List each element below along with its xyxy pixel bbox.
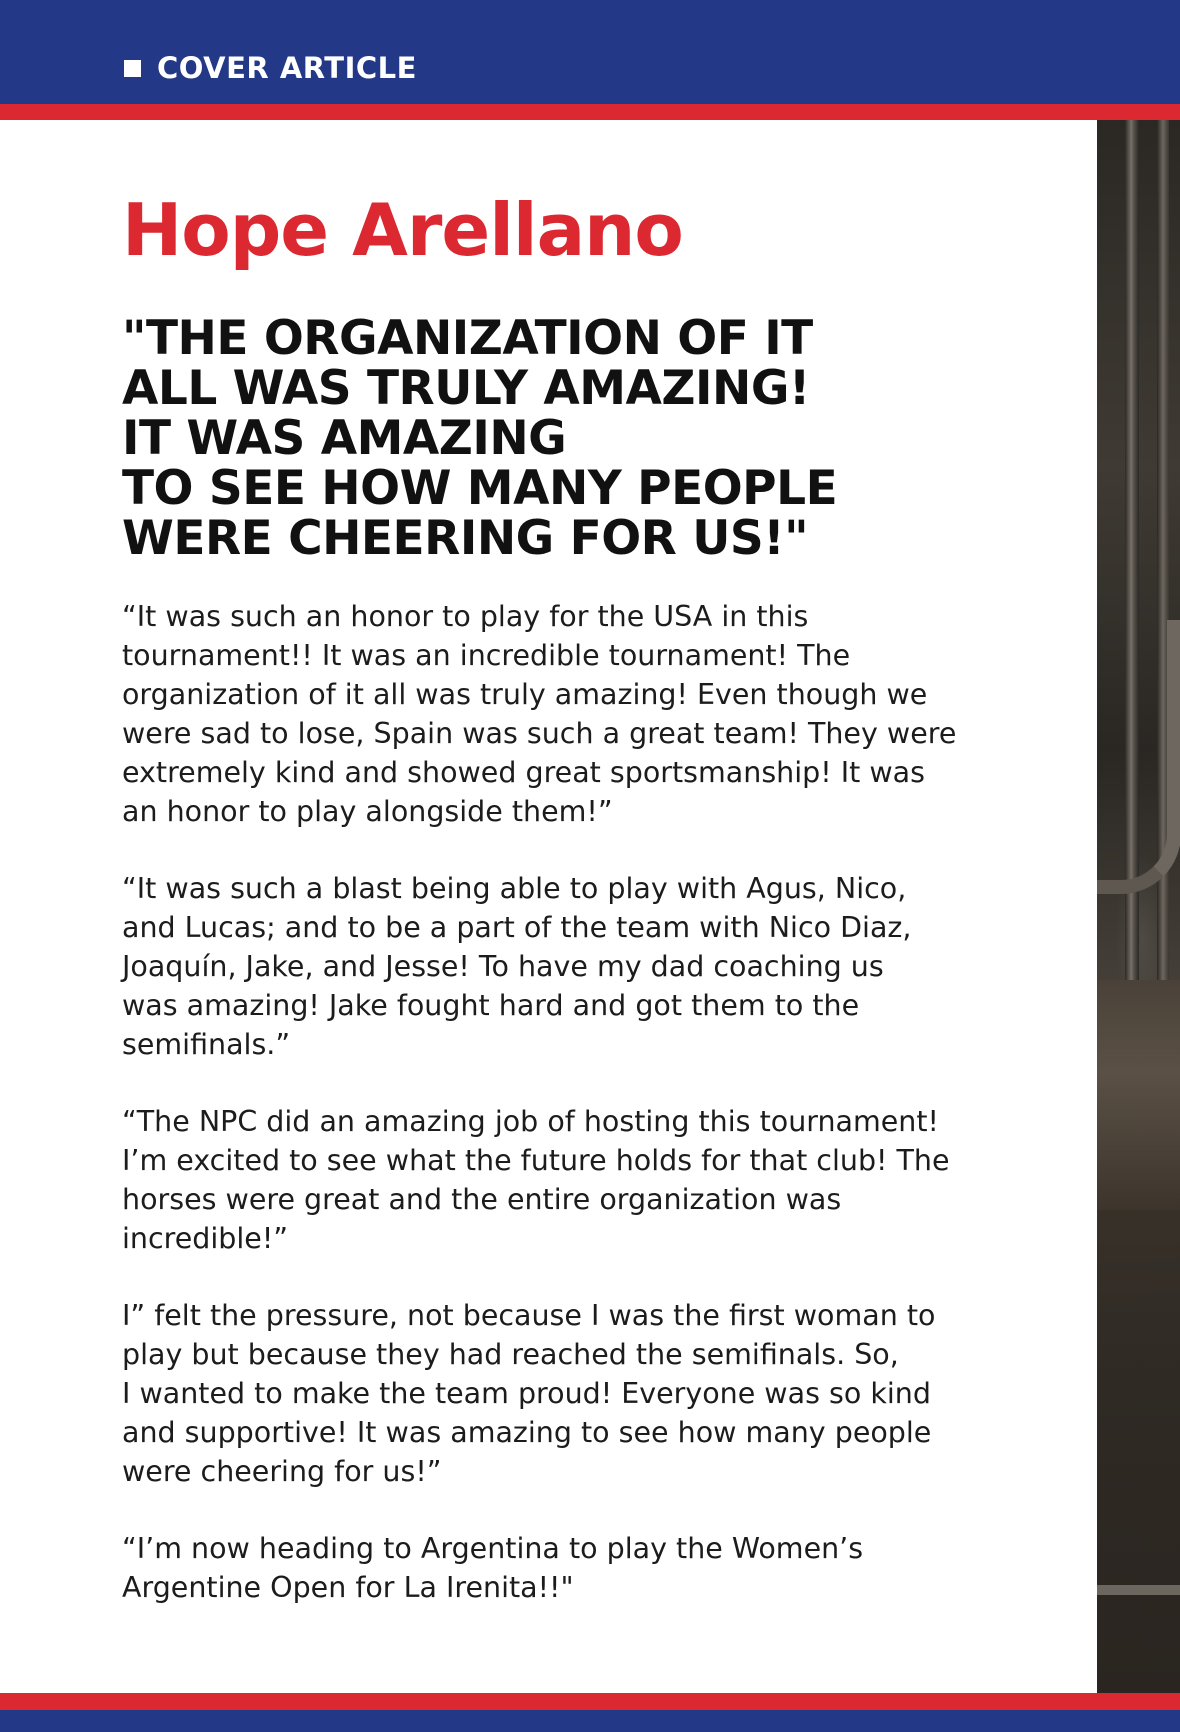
pull-quote-line: WERE CHEERING FOR US!" [122,511,809,566]
text-line: and Lucas; and to be a part of the team with Nico Diaz, [122,911,912,944]
text-line: were cheering for us!” [122,1455,442,1488]
text-line: “It was such a blast being able to play with Agus, Nico, [122,872,907,905]
text-line: horses were great and the entire organization was [122,1183,842,1216]
section-label-text: COVER ARTICLE [157,51,417,85]
text-line: Joaquín, Jake, and Jesse! To have my dad coaching us [122,950,884,983]
pull-quote [122,311,1082,566]
quote-paragraph-4 [122,1296,1082,1491]
text-line: an honor to play alongside them!” [122,795,613,828]
text-line: and supportive! It was amazing to see how many people [122,1416,932,1449]
quote-paragraph-5 [122,1529,1082,1607]
quote-paragraph-3 [122,1102,1082,1258]
article-body [122,597,1082,1645]
text-line: I” felt the pressure, not because I was the first woman to [122,1299,936,1332]
text-line: tournament!! It was an incredible tournament! The [122,639,851,672]
side-photo [1097,120,1180,1693]
text-line: was amazing! Jake fought hard and got them to the [122,989,860,1022]
text-line: organization of it all was truly amazing! Even though we [122,678,928,711]
pull-quote-line: "THE ORGANIZATION OF IT [122,311,813,366]
text-line: “The NPC did an amazing job of hosting this tournament! [122,1105,939,1138]
footer-accent-stripe [0,1693,1180,1710]
pull-quote-line: ALL WAS TRULY AMAZING! [122,361,810,416]
pull-quote-line: TO SEE HOW MANY PEOPLE [122,461,838,516]
text-line: Argentine Open for La Irenita!!" [122,1571,574,1604]
text-line: incredible!” [122,1222,289,1255]
header-accent-stripe [0,104,1180,120]
text-line: extremely kind and showed great sportsmanship! It was [122,756,925,789]
footer-band [0,1710,1180,1732]
section-label [122,48,417,88]
text-line: I’m excited to see what the future holds for that club! The [122,1144,950,1177]
text-line: were sad to lose, Spain was such a great team! They were [122,717,957,750]
text-line: “I’m now heading to Argentina to play the Women’s [122,1532,864,1565]
quote-paragraph-1 [122,597,1082,831]
text-line: I wanted to make the team proud! Everyone was so kind [122,1377,931,1410]
square-bullet-icon [124,60,141,77]
text-line: semifinals.” [122,1028,291,1061]
text-line: play but because they had reached the semifinals. So, [122,1338,899,1371]
pull-quote-line: IT WAS AMAZING [122,411,567,466]
quote-paragraph-2 [122,869,1082,1064]
article-title: Hope Arellano [122,188,683,272]
text-line: “It was such an honor to play for the USA in this [122,600,809,633]
